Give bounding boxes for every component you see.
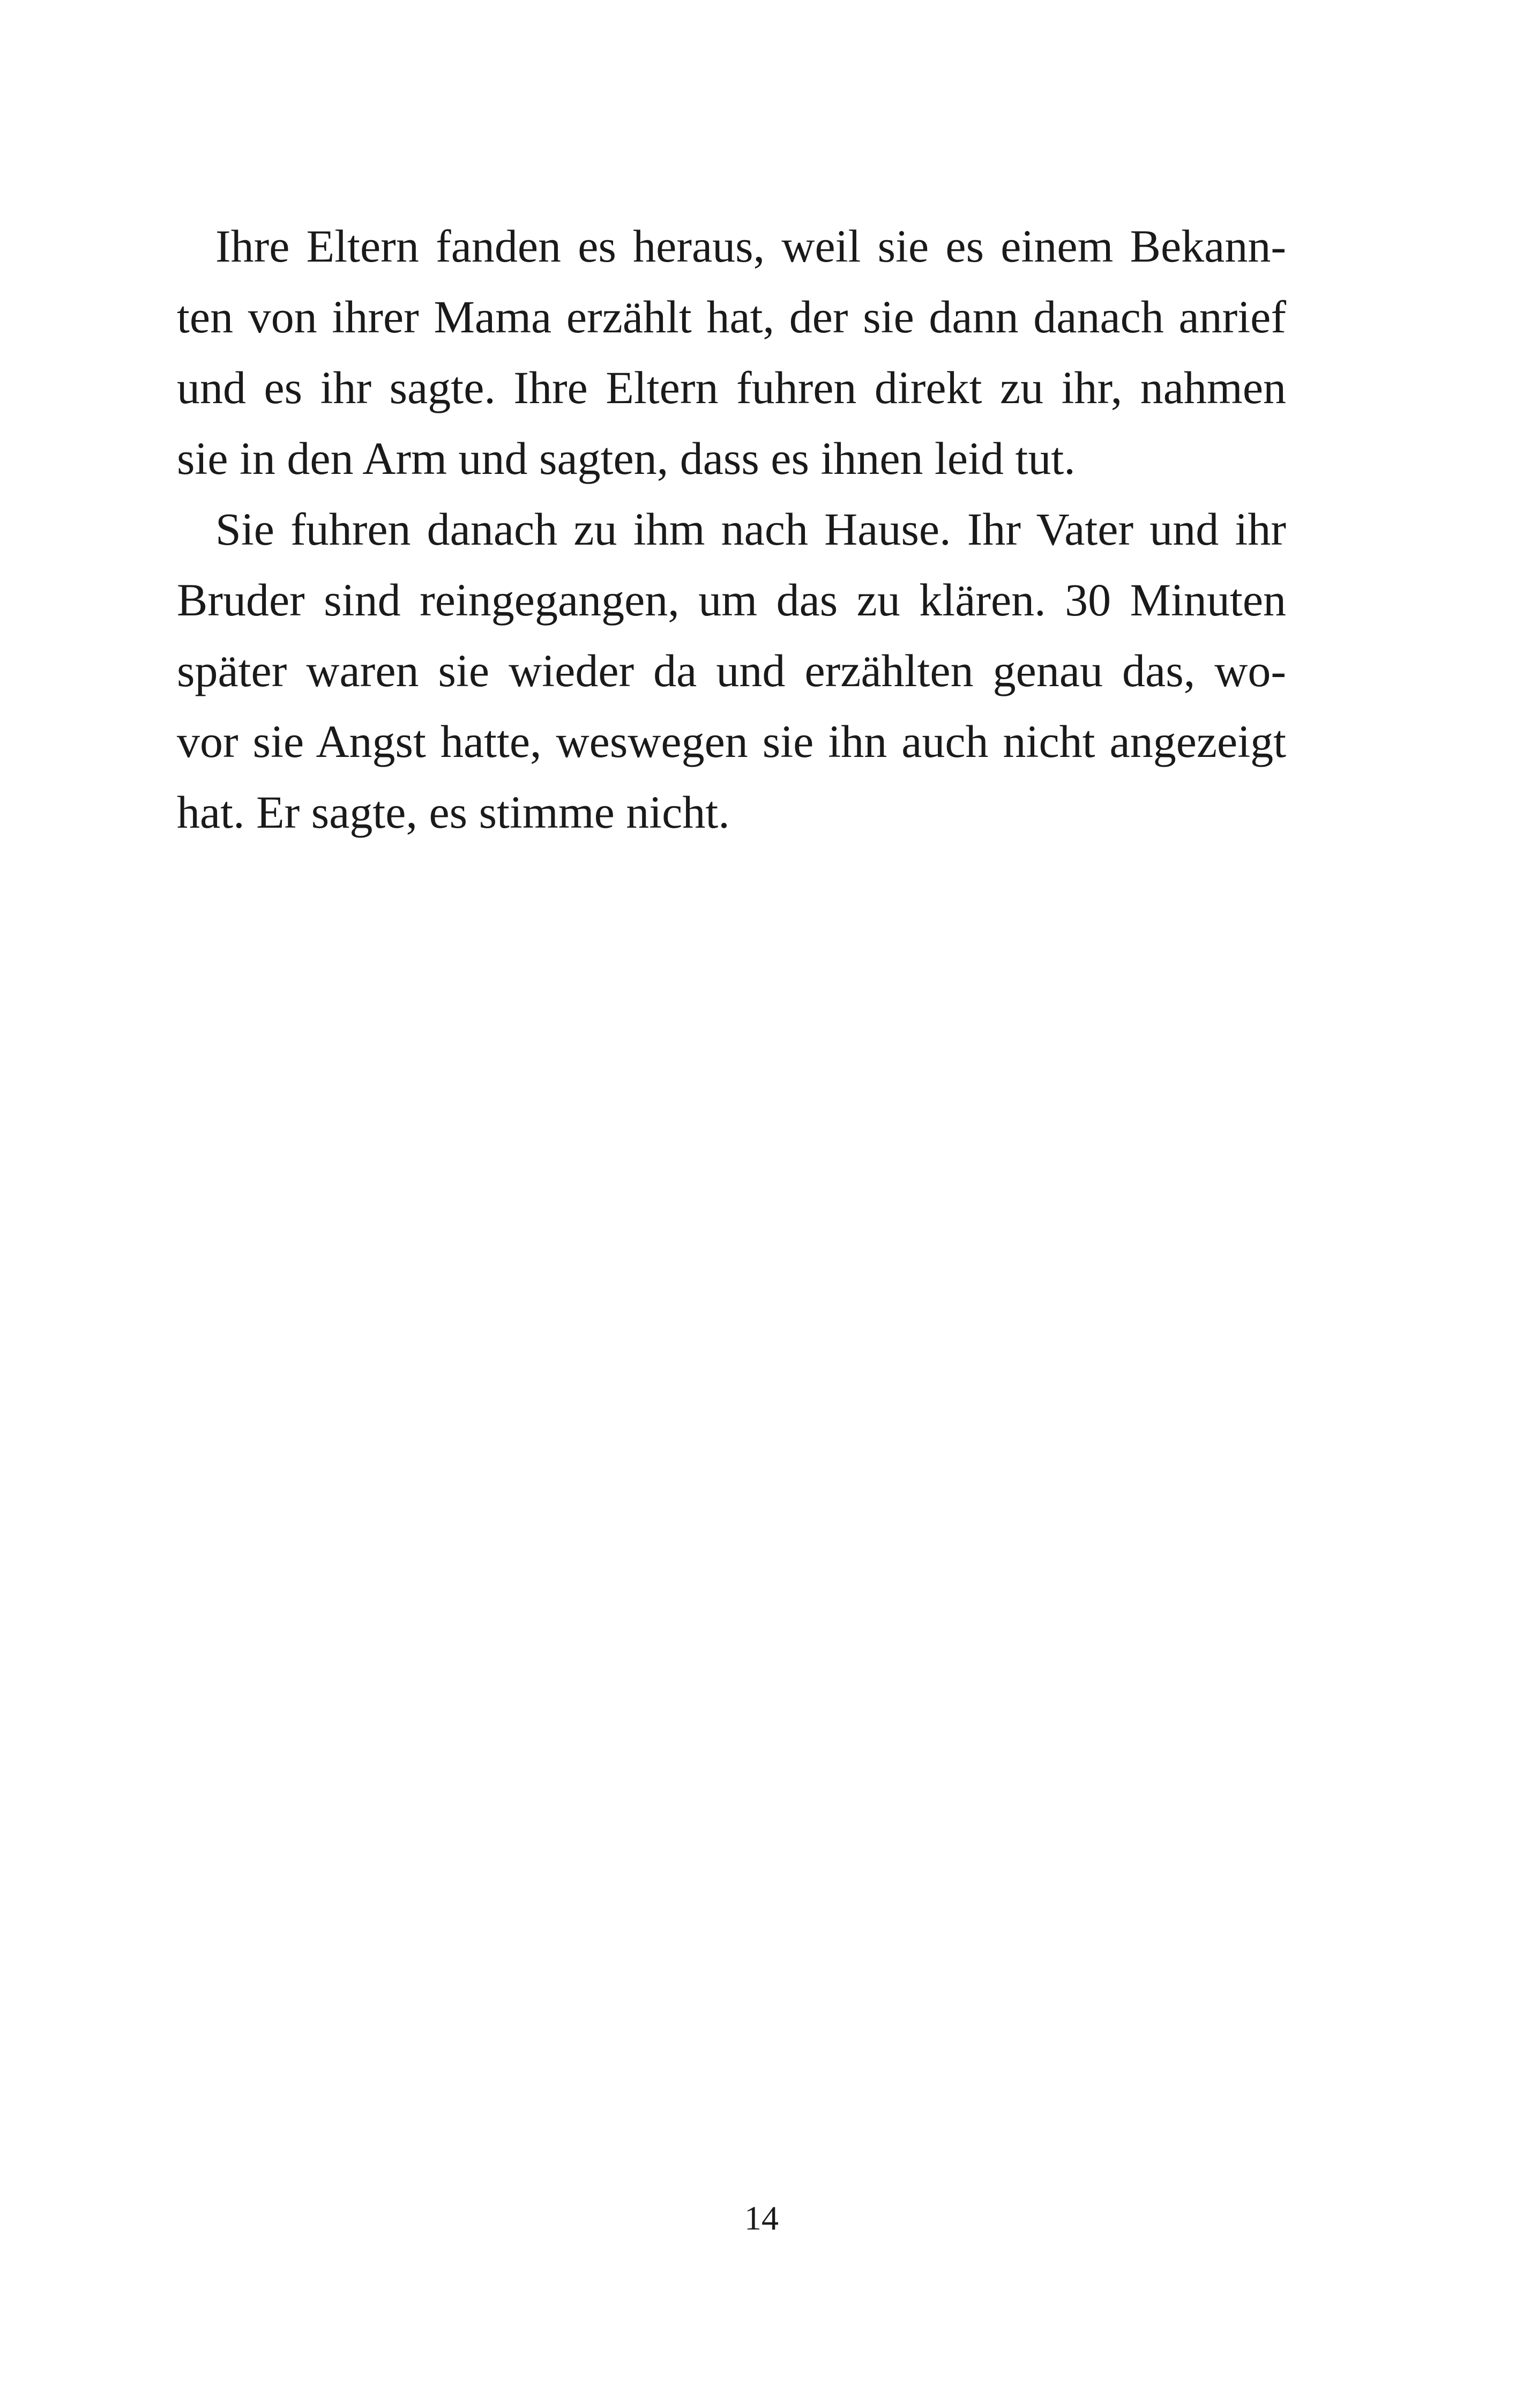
body-text [177,211,1286,848]
page-number: 14 [744,2199,779,2237]
text-line: Sie fuhren danach zu ihm nach Hause. Ihr Vater und ihr [215,503,1286,555]
text-line: hat. Er sagte, es stimme nicht. [177,786,730,838]
text-line: vor sie Angst hatte, weswegen sie ihn auch nicht angezeigt [177,716,1286,767]
text-line: sie in den Arm und sagten, dass es ihnen leid tut. [177,433,1076,484]
text-line: ten von ihrer Mama erzählt hat, der sie dann danach anrief [177,291,1286,343]
text-line: Ihre Eltern fanden es heraus, weil sie es einem Bekann- [215,220,1286,272]
text-line: und es ihr sagte. Ihre Eltern fuhren direkt zu ihr, nahmen [177,362,1286,413]
text-line: später waren sie wieder da und erzählten genau das, wo- [177,645,1286,696]
text-line: Bruder sind reingegangen, um das zu klären. 30 Minuten [177,574,1286,626]
